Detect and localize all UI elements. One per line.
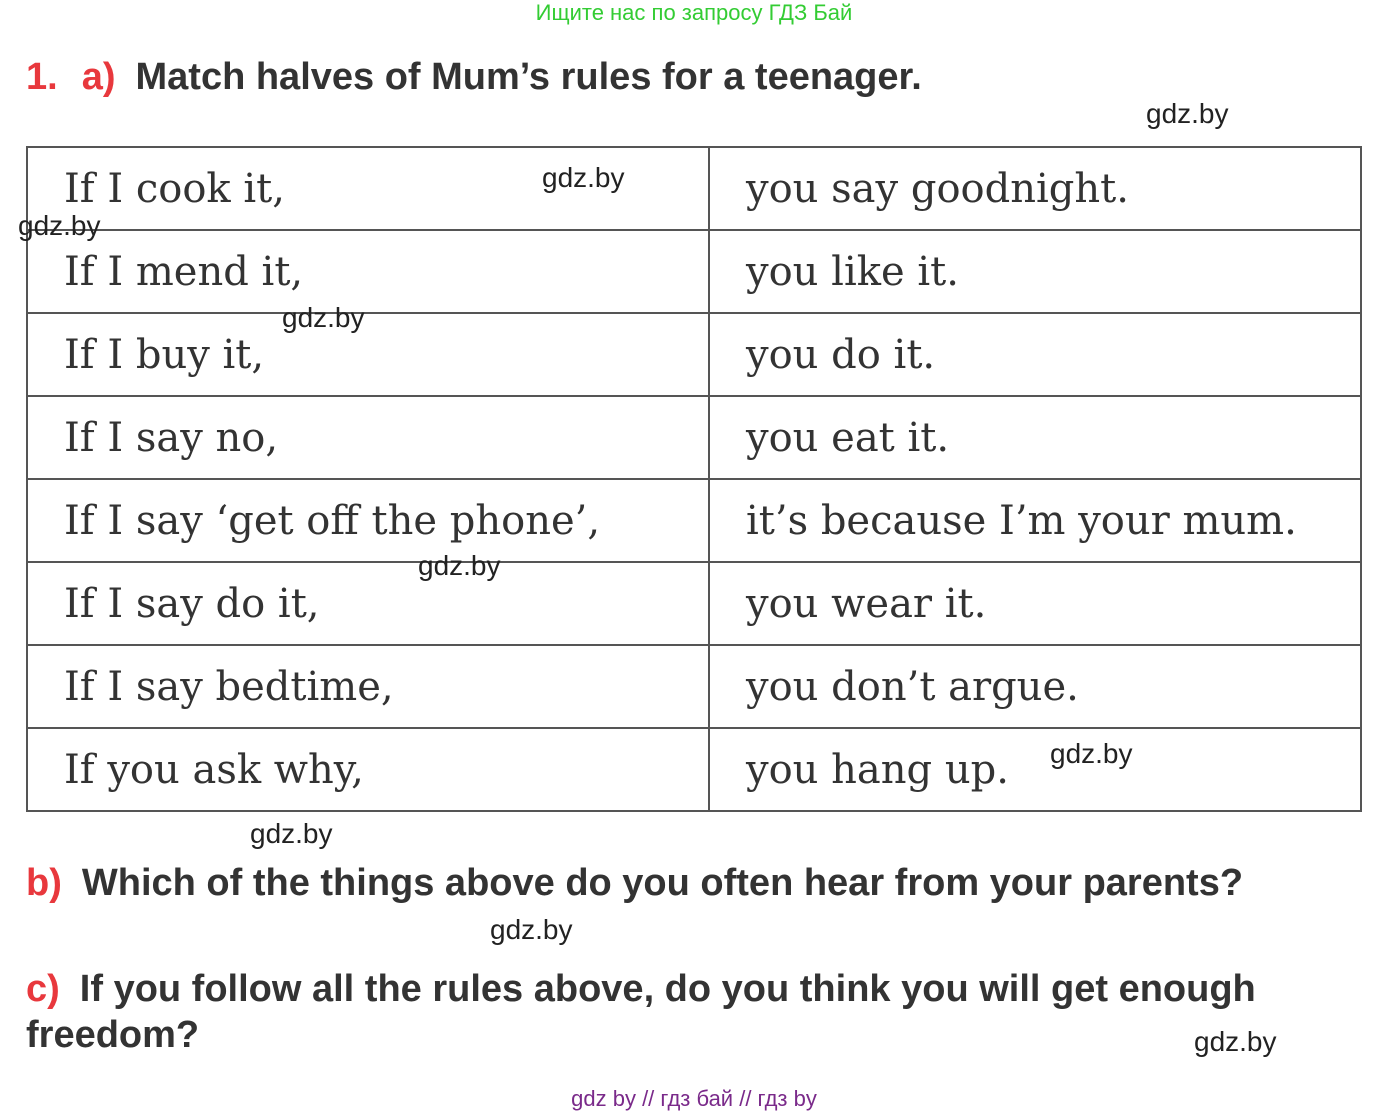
watermark: gdz.by — [282, 302, 365, 333]
footer: gdz by // гдз бай // гдз by — [571, 1086, 817, 1111]
rule-left-cell: If I mend it, — [27, 230, 709, 313]
rule-left-cell: If I buy it, — [27, 313, 709, 396]
table-row — [27, 147, 1361, 230]
exercise-heading-a — [26, 56, 922, 99]
part-c-text: If you follow all the rules above, do you think you will get enough freedom? — [26, 968, 1256, 1056]
exercise-heading-b — [26, 862, 1243, 905]
part-a-text: Match halves of Mum’s rules for a teenager. — [135, 56, 922, 98]
part-b-letter: b) — [26, 862, 62, 904]
table-row — [27, 645, 1361, 728]
table-row — [27, 728, 1361, 811]
rule-right-cell: you do it. — [709, 313, 1361, 396]
rule-left-cell: If I say bedtime, — [27, 645, 709, 728]
rule-right-cell: you eat it. — [709, 396, 1361, 479]
watermark: gdz.by — [418, 550, 501, 581]
part-a-letter: a) — [81, 56, 116, 98]
watermark: gdz.by — [1146, 98, 1229, 129]
rule-left-cell: If I cook it, — [27, 147, 709, 230]
exercise-number: 1. — [26, 56, 58, 98]
rules-table — [26, 146, 1362, 812]
watermark: gdz.by — [1050, 738, 1133, 769]
part-c-letter: c) — [26, 968, 60, 1010]
top-note: Ищите нас по запросу ГДЗ Бай — [535, 0, 853, 25]
watermark: gdz.by — [542, 162, 625, 193]
rule-right-cell: you like it. — [709, 230, 1361, 313]
watermark: gdz.by — [250, 818, 333, 849]
watermark: gdz.by — [490, 914, 573, 945]
table-row — [27, 396, 1361, 479]
watermark: gdz.by — [1194, 1026, 1277, 1057]
rule-right-cell: you hang up. — [709, 728, 1361, 811]
rule-left-cell: If you ask why, — [27, 728, 709, 811]
rule-right-cell: you don’t argue. — [709, 645, 1361, 728]
rule-left-cell: If I say ‘get off the phone’, — [27, 479, 709, 562]
rule-right-cell: you say goodnight. — [709, 147, 1361, 230]
rule-left-cell: If I say do it, — [27, 562, 709, 645]
rule-left-cell: If I say no, — [27, 396, 709, 479]
table-row — [27, 313, 1361, 396]
table-row — [27, 479, 1361, 562]
part-b-text: Which of the things above do you often hear from your parents? — [81, 862, 1244, 904]
watermark: gdz.by — [18, 210, 101, 241]
rule-right-cell: you wear it. — [709, 562, 1361, 645]
table-row — [27, 562, 1361, 645]
rule-right-cell: it’s because I’m your mum. — [709, 479, 1361, 562]
table-row — [27, 230, 1361, 313]
exercise-heading-c — [26, 966, 1366, 1058]
